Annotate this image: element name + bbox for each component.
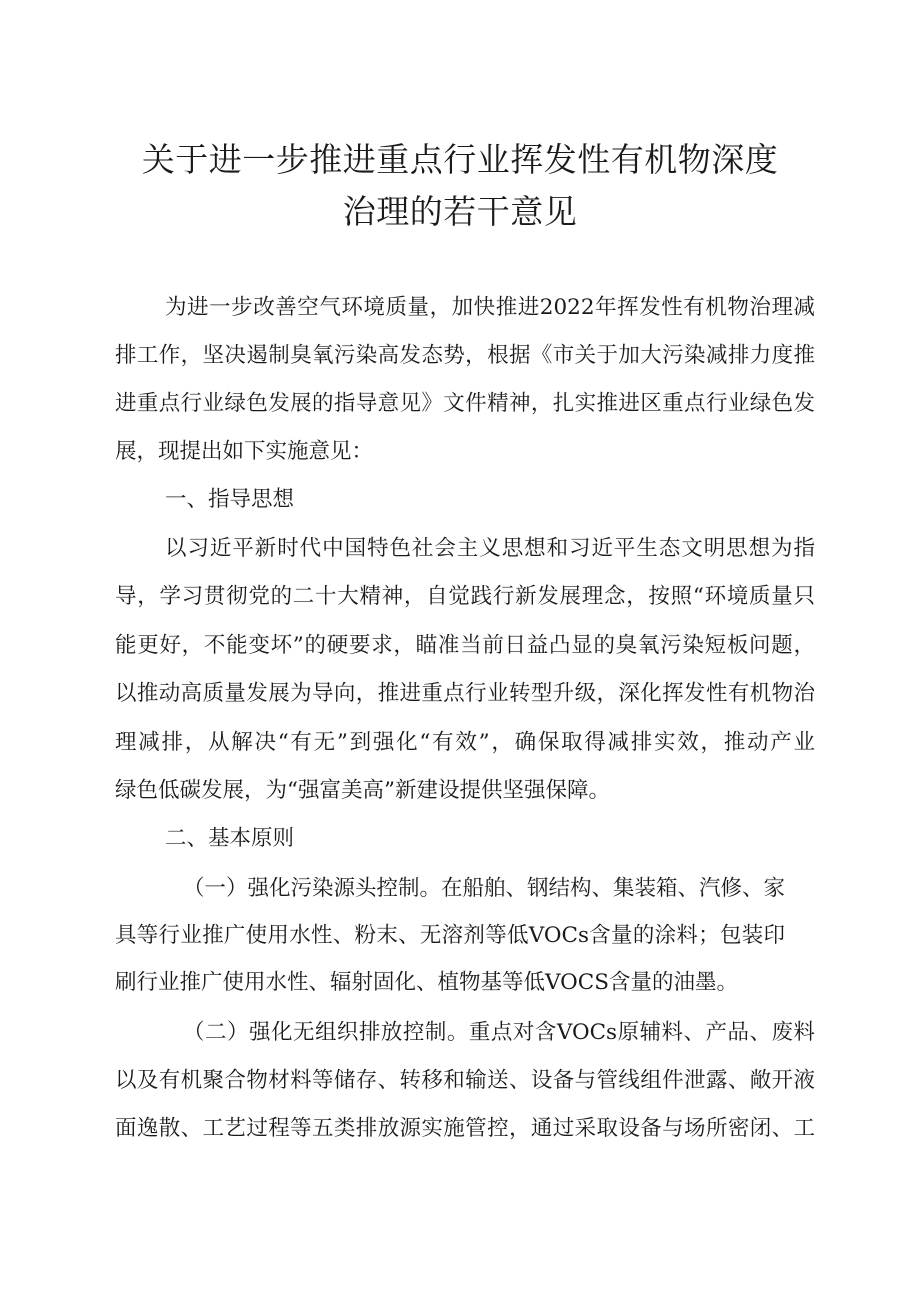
- paragraph-line: 导，学习贯彻党的二十大精神，自觉践行新发展理念，按照“环境质量只: [115, 584, 815, 609]
- paragraph-line: 具等行业推广使用水性、粉末、无溶剂等低VOCs含量的涂料；包装印: [115, 923, 785, 948]
- paragraph-line: （一）强化污染源头控制。在船舶、钢结构、集装箱、汽修、家: [183, 876, 786, 901]
- document-title-line-2: 治理的若干意见: [342, 192, 578, 231]
- paragraph-line: 绿色低碳发展，为“强富美高”新建设提供坚强保障。: [115, 778, 610, 803]
- document-title-line-1: 关于进一步推进重点行业挥发性有机物深度: [141, 140, 779, 179]
- section-heading: 二、基本原则: [165, 826, 295, 851]
- paragraph-line: 以习近平新时代中国特色社会主义思想和习近平生态文明思想为指: [165, 536, 815, 561]
- paragraph-line: 面逸散、工艺过程等五类排放源实施管控，通过采取设备与场所密闭、工: [115, 1116, 815, 1141]
- paragraph-line: 理减排，从解决“有无”到强化“有效”，确保取得减排实效，推动产业: [115, 730, 815, 755]
- paragraph-line: 为进一步改善空气环境质量，加快推进2022年挥发性有机物治理减: [165, 295, 815, 320]
- paragraph-line: 刷行业推广使用水性、辐射固化、植物基等低VOCS含量的油墨。: [115, 970, 738, 995]
- paragraph-line: （二）强化无组织排放控制。重点对含VOCs原辅料、产品、废料: [183, 1020, 815, 1045]
- paragraph-line: 排工作，坚决遏制臭氧污染高发态势，根据《市关于加大污染减排力度推: [115, 343, 815, 368]
- paragraph-line: 展，现提出如下实施意见：: [115, 439, 374, 464]
- paragraph-line: 进重点行业绿色发展的指导意见》文件精神，扎实推进区重点行业绿色发: [115, 391, 815, 416]
- section-heading: 一、指导思想: [165, 487, 295, 512]
- paragraph-line: 以推动高质量发展为导向，推进重点行业转型升级，深化挥发性有机物治: [115, 681, 815, 706]
- paragraph-line: 以及有机聚合物材料等储存、转移和输送、设备与管线组件泄露、敞开液: [115, 1068, 815, 1093]
- paragraph-line: 能更好，不能变坏”的硬要求，瞄准当前日益凸显的臭氧污染短板问题，: [115, 633, 815, 658]
